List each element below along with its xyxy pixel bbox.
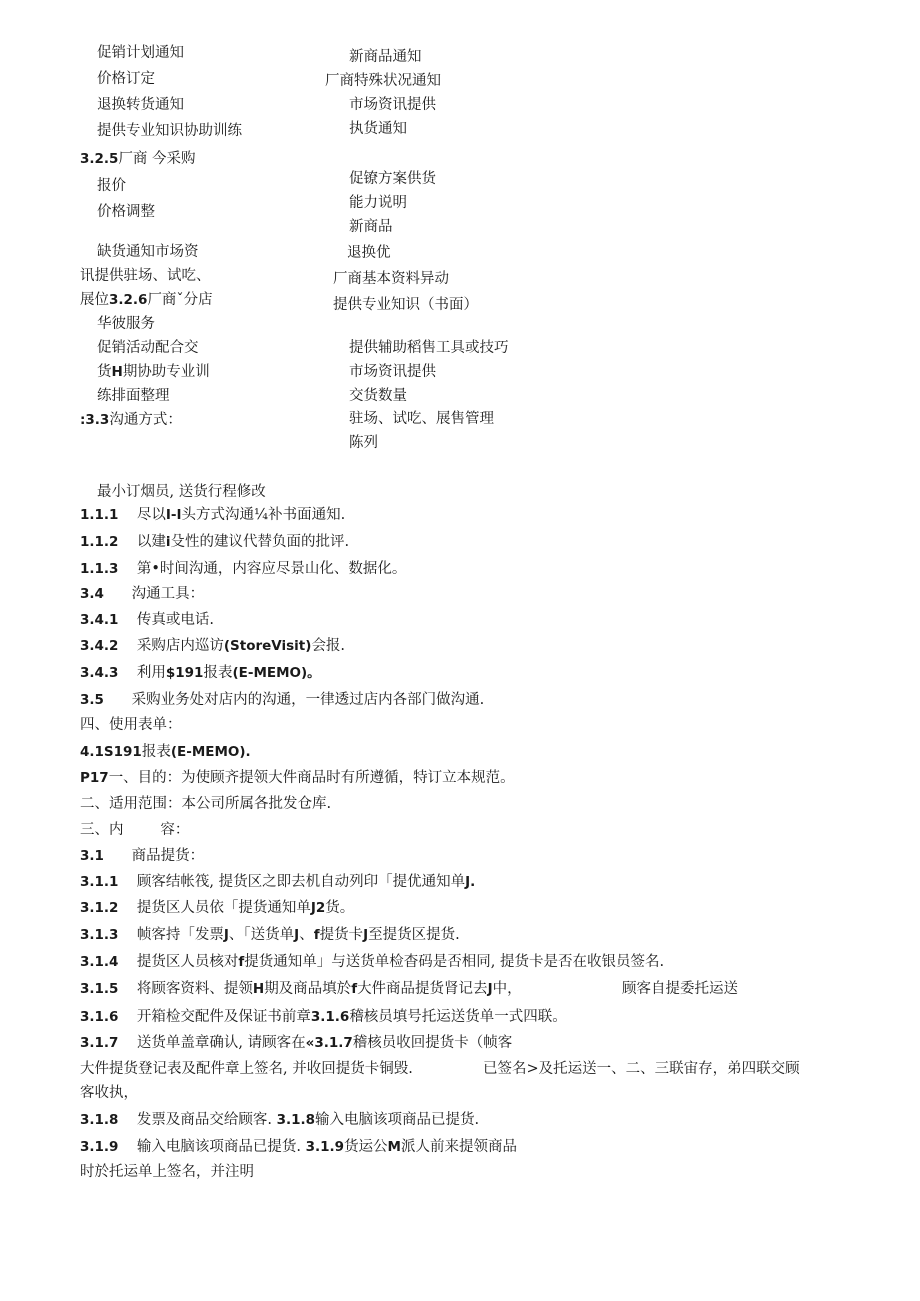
- text: 帧客持「发票: [136, 927, 224, 943]
- item-3-4-3: [80, 663, 321, 683]
- text-bold: f: [351, 981, 358, 997]
- heading-3-2-6: [80, 290, 213, 310]
- text-bold: J: [223, 927, 229, 943]
- text: 稽核员填号托运送货单一式四联。: [349, 1009, 567, 1025]
- text: 输入电脑该项商品已提货.: [136, 1139, 301, 1155]
- body-line: 客收执，: [80, 1085, 138, 1101]
- item-3-1-7: [80, 1033, 512, 1053]
- text: 以建: [136, 534, 166, 550]
- item-3-1-5: [80, 979, 522, 999]
- left-item-price-adjust: 价格调整: [97, 204, 155, 220]
- text-bold: 3.1.9: [305, 1139, 345, 1155]
- text-bold: J: [363, 927, 369, 943]
- text-bold: (StoreVisit): [223, 638, 312, 654]
- item-3-1-6: [80, 1007, 567, 1027]
- left-item-market-info: 讯提供驻场、试吃、: [80, 268, 211, 284]
- text: 会报.: [311, 638, 346, 654]
- text-fragment: 期协助专业训: [122, 364, 210, 380]
- item-number: 3.4.1: [80, 612, 119, 628]
- left-item-booth: 展位: [80, 292, 109, 308]
- text: 至提货区提货.: [368, 927, 460, 943]
- text-bold: (E-MEMO).: [170, 744, 251, 760]
- item-number: 3.1: [80, 848, 104, 864]
- right-item-vendor-status: 厂商特殊状况通知: [325, 73, 441, 89]
- text: 货运公: [344, 1139, 388, 1155]
- text-fragment: 货: [97, 364, 112, 380]
- text: 提货卡: [319, 927, 364, 943]
- item-number: 3.4: [80, 586, 104, 602]
- heading-text: 厂商ˇ分店: [147, 292, 213, 308]
- item-number: 3.1.7: [80, 1035, 119, 1051]
- item-number: 3.1.1: [80, 874, 119, 890]
- text: 提货区人员核对: [136, 954, 239, 970]
- item-number: 1.1.2: [80, 534, 119, 550]
- heading-3-2-5: [80, 149, 196, 169]
- text-bold: J: [487, 981, 493, 997]
- right-item-market-info-2: 市场资讯提供: [349, 364, 436, 380]
- left-item-shortage: 缺货通知市场资: [97, 244, 199, 260]
- text: 采购业务处对店内的沟通，一律透过店内各部门做沟通.: [131, 692, 485, 708]
- left-item-service: 华彼服务: [97, 316, 155, 332]
- left-item-shelf: 练排面整理: [97, 388, 170, 404]
- item-3-4: [80, 584, 204, 604]
- heading-text: 沟通方式：: [109, 412, 182, 428]
- item-1-1-3: [80, 559, 406, 579]
- text-bold: f: [313, 927, 320, 943]
- item-number: 1.1.3: [80, 561, 119, 577]
- item-number: 3.1.5: [80, 981, 119, 997]
- item-3-1-8: [80, 1110, 479, 1130]
- heading-number: :3.3: [80, 412, 110, 428]
- text: 派人前来提领商品: [400, 1139, 517, 1155]
- item-3-1-1: [80, 872, 475, 892]
- text: 发票及商品交给顾客.: [136, 1112, 272, 1128]
- item-number: 3.4.3: [80, 665, 119, 681]
- heading-3-3: [80, 410, 182, 430]
- item-3-1-4: [80, 952, 664, 972]
- right-item-sales-tools: 提供辅助稻售工具或技巧: [349, 340, 509, 356]
- right-item-market-info: 市场资讯提供: [349, 97, 436, 113]
- left-item-training: 提供专业知识协助训练: [97, 123, 242, 139]
- text: 提货区人员依「提货通知单: [136, 900, 311, 916]
- text: 大件商品提货肾记去: [357, 981, 488, 997]
- item-number: 3.4.2: [80, 638, 119, 654]
- text: 采购店内巡访: [136, 638, 224, 654]
- right-item-booth-mgmt: 驻场、试吃、展售管理: [349, 411, 494, 427]
- item-3-1-3: [80, 925, 460, 945]
- right-item-quantity: 交货数量: [349, 388, 407, 404]
- item-number: 3.1.2: [80, 900, 119, 916]
- item-3-4-2: [80, 636, 345, 656]
- right-item-new-goods: 新商品: [349, 219, 393, 235]
- body-line: 已签名>及托运送一、二、三联宙存，弟四联交顾: [483, 1061, 800, 1077]
- text: 商品提货：: [131, 848, 205, 864]
- text: 沟通工具：: [131, 586, 205, 602]
- right-item-capability: 能力说明: [349, 195, 407, 211]
- text-bold: M: [387, 1139, 401, 1155]
- right-item-return: 退换优: [347, 245, 391, 261]
- right-item-knowledge: 提供专业知识（书面）: [333, 297, 478, 313]
- item-3-1-5-right: 顾客自提委托运送: [622, 981, 738, 997]
- item-1-1-1: [80, 505, 345, 525]
- text-bold: I-I: [165, 507, 182, 523]
- text: 中，: [492, 981, 522, 997]
- item-4-1: [80, 742, 251, 762]
- text: 稽核员收回提货卡（帧客: [352, 1035, 513, 1051]
- heading-number: 3.2.5: [80, 151, 119, 167]
- item-number: 3.5: [80, 692, 104, 708]
- text: 、「送货单: [228, 927, 295, 943]
- left-item-quote: 报价: [97, 178, 126, 194]
- item-number: 1.1.1: [80, 507, 119, 523]
- text: 利用: [136, 665, 166, 681]
- item-3-1-2: [80, 898, 354, 918]
- left-item-delivery-training: [97, 362, 210, 382]
- text: 一、目的：为使顾齐提领大件商品时有所遵循，特订立本规范。: [108, 770, 515, 786]
- text-bold: i: [165, 534, 171, 550]
- heading-number: 3.2.6: [109, 292, 148, 308]
- heading-text: 厂商 今采购: [118, 151, 196, 167]
- item-3-1: [80, 846, 204, 866]
- text: 三、内: [80, 822, 124, 838]
- body-line: 时於托运单上签名，并注明: [80, 1164, 254, 1180]
- left-item-return-notice: 退换转货通知: [97, 97, 184, 113]
- left-item-pricing: 价格订定: [97, 71, 155, 87]
- text: 尽以: [136, 507, 166, 523]
- right-item-vendor-data: 厂商基本资料异动: [333, 271, 449, 287]
- text: 货。: [325, 900, 355, 916]
- item-3-1-9: [80, 1137, 517, 1157]
- right-item-new-product: 新商品通知: [349, 49, 422, 65]
- text: 第•时间沟通，内容应尽景山化、数据化。: [136, 561, 407, 577]
- body-line: 大件提货登记表及配件章上签名, 并收回提货卡铜毁.: [80, 1061, 413, 1077]
- text: 顾客结帐筏, 提货区之即去机自动列印「提优通知单: [136, 874, 466, 890]
- text-bold: J: [294, 927, 300, 943]
- section-3-content: [80, 820, 189, 840]
- item-number: 4.1S191: [80, 744, 142, 760]
- text: 传真或电话.: [136, 612, 214, 628]
- text-bold: 3.1.8: [276, 1112, 316, 1128]
- text-fragment-bold: H: [111, 364, 123, 380]
- item-number: 3.1.6: [80, 1009, 119, 1025]
- right-item-delivery-notice: 执货通知: [349, 121, 407, 137]
- item-number: 3.1.8: [80, 1112, 119, 1128]
- item-number: 3.1.9: [80, 1139, 119, 1155]
- text-bold: H: [252, 981, 265, 997]
- text-bold: (E-MEMO)。: [232, 665, 321, 681]
- section-4-heading: 四、使用表单：: [80, 717, 182, 733]
- right-item-display: 陈列: [349, 435, 378, 451]
- text: 将顾客资料、提领: [136, 981, 253, 997]
- text: 容：: [160, 822, 190, 838]
- text-bold: «3.1.7: [305, 1035, 353, 1051]
- text: 输入电脑该项商品已提货.: [315, 1112, 480, 1128]
- item-number: 3.1.3: [80, 927, 119, 943]
- text-bold: J.: [465, 874, 476, 890]
- text-bold: 3.1.6: [310, 1009, 350, 1025]
- text: 开箱检交配件及保证书前章: [136, 1009, 311, 1025]
- text-bold: J2: [310, 900, 326, 916]
- text: 提货通知单」与送货单检杳码是否相同, 提货卡是否在收银员签名.: [244, 954, 665, 970]
- item-number: P17: [80, 770, 109, 786]
- item-1-1-2: [80, 532, 349, 552]
- text: 报表: [203, 665, 233, 681]
- text: 头方式沟通¼补书面通知.: [181, 507, 346, 523]
- text: 送货单盖章确认, 请顾客在: [136, 1035, 306, 1051]
- right-item-promo-plan: 促镣方案供货: [349, 171, 436, 187]
- text: 报表: [141, 744, 171, 760]
- item-number: 3.1.4: [80, 954, 119, 970]
- text: 期及商品填於: [264, 981, 352, 997]
- section-2-scope: 二、适用范围：本公司所属各批发仓库.: [80, 796, 332, 812]
- item-3-4-1: [80, 610, 214, 630]
- item-3-5: [80, 690, 484, 710]
- text-bold: f: [238, 954, 245, 970]
- text: 殳性的建议代替负面的批评.: [170, 534, 350, 550]
- text-bold: $191: [165, 665, 204, 681]
- left-item-promo-notice: 促销计划通知: [97, 45, 184, 61]
- item-p17: [80, 768, 515, 788]
- text: 、: [299, 927, 314, 943]
- left-item-promo-coop: 促销活动配合交: [97, 340, 199, 356]
- body-line: 最小订烟员, 送货行程修改: [97, 484, 266, 500]
